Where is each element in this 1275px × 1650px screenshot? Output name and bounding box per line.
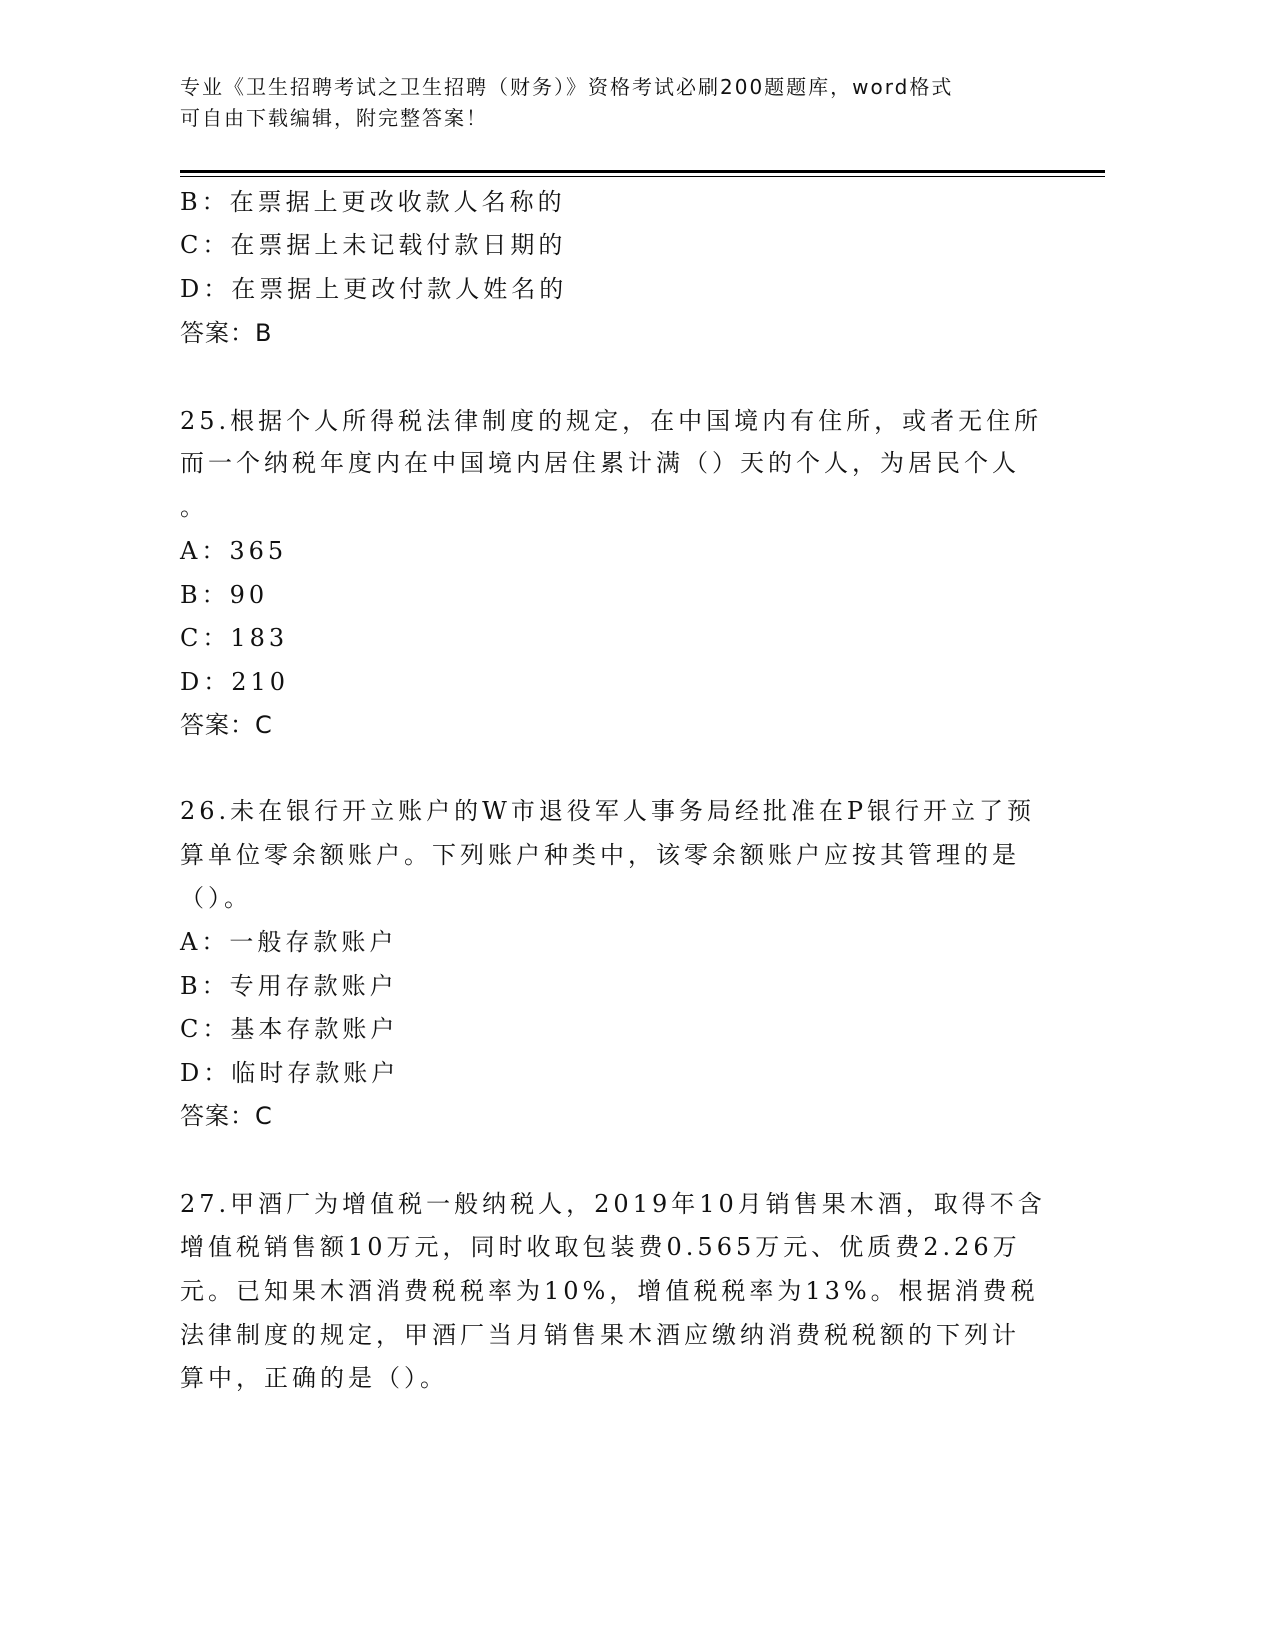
header-rule-thin [180,176,1105,177]
q25-option-b: B：90 [180,581,269,609]
q25-stem-line: 而一个纳税年度内在中国境内居住累计满（）天的个人，为居民个人 [180,449,1020,477]
q26-option-b: B：专用存款账户 [180,972,398,1000]
header-rule-thick [180,170,1105,173]
q26-stem-line: （）。 [180,884,252,912]
q26-stem-line: 26.未在银行开立账户的W市退役军人事务局经批准在P银行开立了预 [180,797,1035,825]
q26-stem-line: 算单位零余额账户。下列账户种类中，该零余额账户应按其管理的是 [180,841,1020,869]
q26-option-a: A：一般存款账户 [180,928,398,956]
q26-option-d: D：临时存款账户 [180,1059,400,1087]
q25-stem-line: 25.根据个人所得税法律制度的规定，在中国境内有住所，或者无住所 [180,407,1043,435]
q27-stem-line: 27.甲酒厂为增值税一般纳税人，2019年10月销售果木酒，取得不含 [180,1190,1046,1218]
q24-option-b: B：在票据上更改收款人名称的 [180,188,566,216]
q27-stem-line: 元。已知果木酒消费税税率为10%，增值税税率为13%。根据消费税 [180,1277,1039,1305]
q27-stem-line: 增值税销售额10万元，同时收取包装费0.565万元、优质费2.26万 [180,1233,1021,1261]
q24-option-d: D：在票据上更改付款人姓名的 [180,275,568,303]
header-line-2: 可自由下载编辑，附完整答案！ [180,106,488,130]
q25-answer: 答案：C [180,711,273,739]
q25-option-d: D：210 [180,668,290,696]
q25-option-c: C：183 [180,624,289,652]
q25-stem-line: 。 [180,493,208,521]
q24-option-c: C：在票据上未记载付款日期的 [180,231,567,259]
q25-option-a: A：365 [180,537,288,565]
q27-stem-line: 法律制度的规定，甲酒厂当月销售果木酒应缴纳消费税税额的下列计 [180,1321,1020,1349]
q24-answer: 答案：B [180,319,273,347]
header-line-1: 专业《卫生招聘考试之卫生招聘（财务）》资格考试必刷200题题库，word格式 [180,75,954,99]
q27-stem-line: 算中，正确的是（）。 [180,1364,448,1392]
q26-option-c: C：基本存款账户 [180,1015,399,1043]
q26-answer: 答案：C [180,1102,273,1130]
